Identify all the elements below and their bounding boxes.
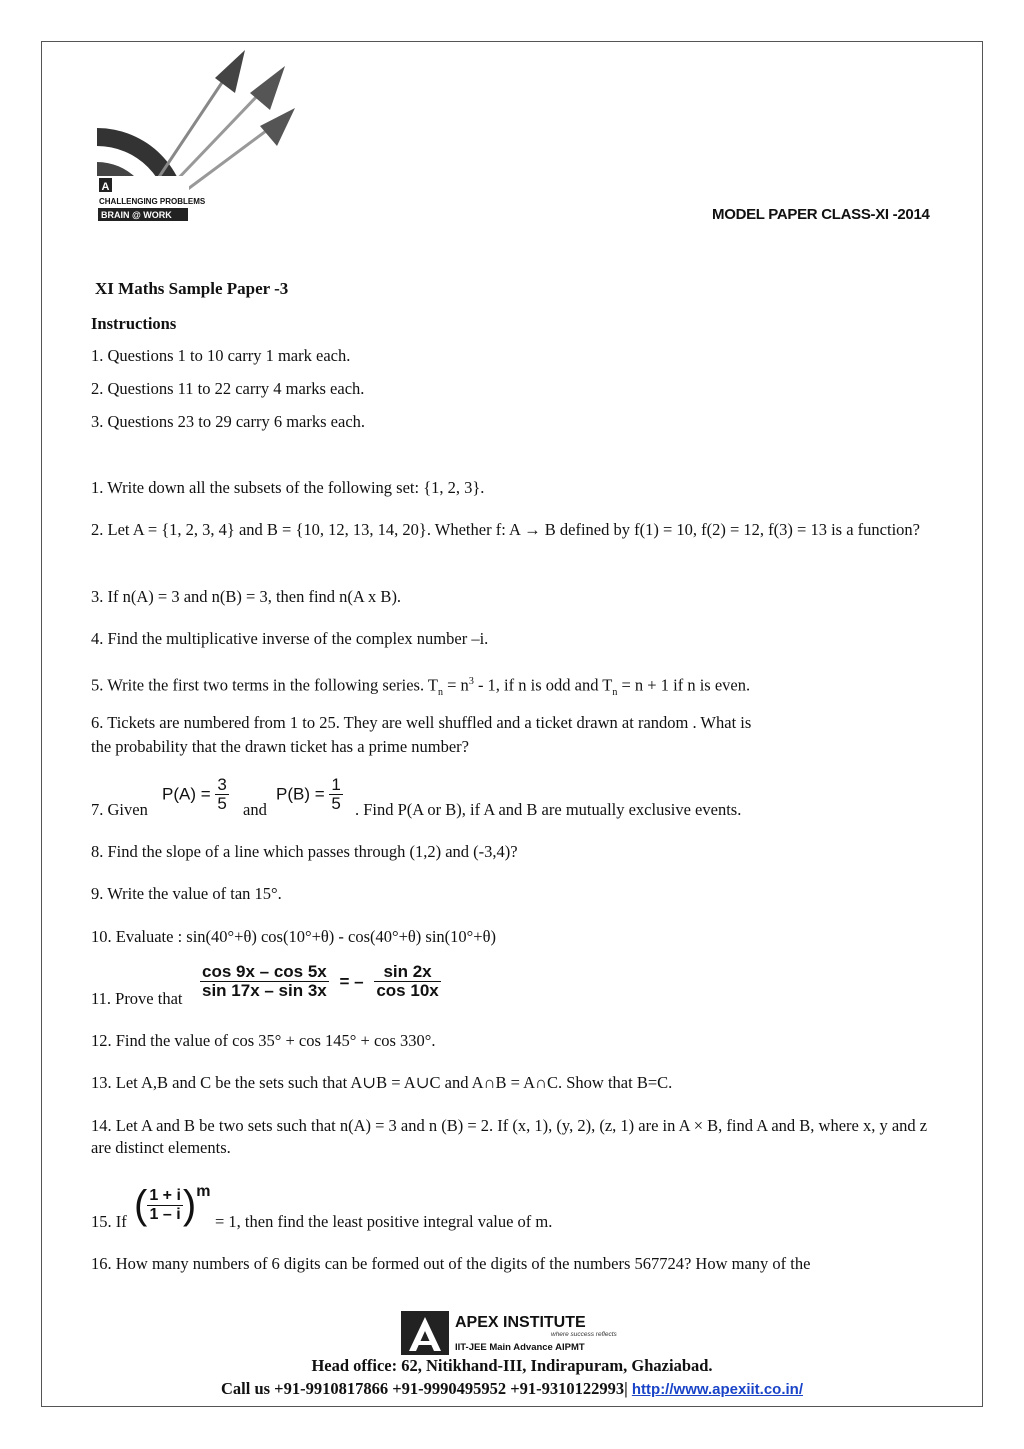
instruction-item: 1. Questions 1 to 10 carry 1 mark each. — [91, 346, 351, 365]
question-12: 12. Find the value of cos 35° + cos 145° + cos 330°. — [91, 1031, 436, 1050]
instruction-item: 2. Questions 11 to 22 carry 4 marks each. — [91, 379, 365, 398]
logo-letter: A — [101, 181, 110, 193]
footer-phone-numbers: Call us +91-9910817866 +91-9990495952 +91-9310122993| — [220, 1379, 628, 1398]
footer-contact — [0, 1379, 1024, 1399]
paper-title: XI Maths Sample Paper -3 — [95, 279, 289, 298]
footer-website-link[interactable]: http://www.apexiit.co.in/ — [631, 1381, 803, 1398]
question-4: 4. Find the multiplicative inverse of the complex number –i. — [91, 629, 489, 648]
question-7-label: 7. Given — [91, 800, 148, 819]
question-1: 1. Write down all the subsets of the following set: {1, 2, 3}. — [91, 478, 485, 497]
formula-complex-power: ( $\frac{1 + i}{1 - i}$ )m — [134, 1183, 211, 1227]
question-5: 5. Write the first two terms in the following series. $T_n = n^3 - 1$, if n is odd and $T_n = n + 1$ if n is even. — [91, 675, 751, 698]
question-13: 13. Let A,B and C be the sets such that A∪B = A∪C and A∩B = A∩C. Show that B=C. — [91, 1073, 673, 1092]
footer-tagline: where success reflects — [551, 1331, 617, 1338]
footer-brand: APEX INSTITUTE — [455, 1314, 586, 1331]
question-9: 9. Write the value of tan 15°. — [91, 884, 282, 903]
question-15-text: = 1, then find the least positive integral value of m. — [215, 1212, 553, 1231]
question-2: 2. Let A = {1, 2, 3, 4} and B = {10, 12, 13, 14, 20}. Whether f: A → B defined by f(1) = 10, f(2) = 12, f(3) = 13 is a function? — [91, 520, 920, 539]
formula-p-a: P(A) = $\frac{3}{5}$ — [162, 775, 227, 813]
formula-p-b: P(B) = $\frac{1}{5}$ — [276, 775, 341, 813]
logo-caption-line1: CHALLENGING PROBLEMS — [99, 197, 206, 206]
challenging-problems-logo — [95, 48, 320, 226]
question-3: 3. If n(A) = 3 and n(B) = 3, then find n(A x B). — [91, 587, 402, 606]
question-8: 8. Find the slope of a line which passes through (1,2) and (-3,4)? — [91, 842, 518, 861]
instruction-item: 3. Questions 23 to 29 carry 6 marks each. — [91, 412, 366, 431]
formula-trig-identity: $\frac{\cos 9x - \cos 5x}{\sin 17x - \sin 3x}$ = – $\frac{\sin 2x}{\cos 10x}$ — [202, 962, 439, 1000]
footer-exams: IIT-JEE Main Advance AIPMT — [455, 1342, 585, 1353]
footer-head-office: Head office: 62, Nitikhand-III, Indirapuram, Ghaziabad. — [311, 1356, 713, 1375]
question-7-text: . Find P(A or B), if A and B are mutually exclusive events. — [355, 800, 742, 819]
instructions-heading: Instructions — [91, 314, 177, 333]
question-15-label: 15. If — [91, 1212, 127, 1231]
model-paper-title: MODEL PAPER CLASS-XI -2014 — [712, 206, 930, 223]
question-14: 14. Let A and B be two sets such that n(A) = 3 and n (B) = 2. If (x, 1), (y, 2), (z, 1) are in A × B, find A and B, where x, y and z are distinct elements. — [91, 1116, 928, 1157]
question-10: 10. Evaluate : sin(40°+θ) cos(10°+θ) - cos(40°+θ) sin(10°+θ) — [91, 927, 496, 946]
question-7-and: and — [243, 800, 267, 819]
logo-caption-line2: BRAIN @ WORK — [101, 210, 172, 220]
question-6-line2: the probability that the drawn ticket has a prime number? — [91, 737, 470, 756]
question-6-line1: 6. Tickets are numbered from 1 to 25. They are well shuffled and a ticket drawn at random . What is — [91, 713, 752, 732]
question-11-label: 11. Prove that — [91, 989, 183, 1008]
apex-institute-logo — [401, 1309, 626, 1357]
question-16: 16. How many numbers of 6 digits can be formed out of the digits of the numbers 567724? How many of the — [91, 1254, 811, 1273]
